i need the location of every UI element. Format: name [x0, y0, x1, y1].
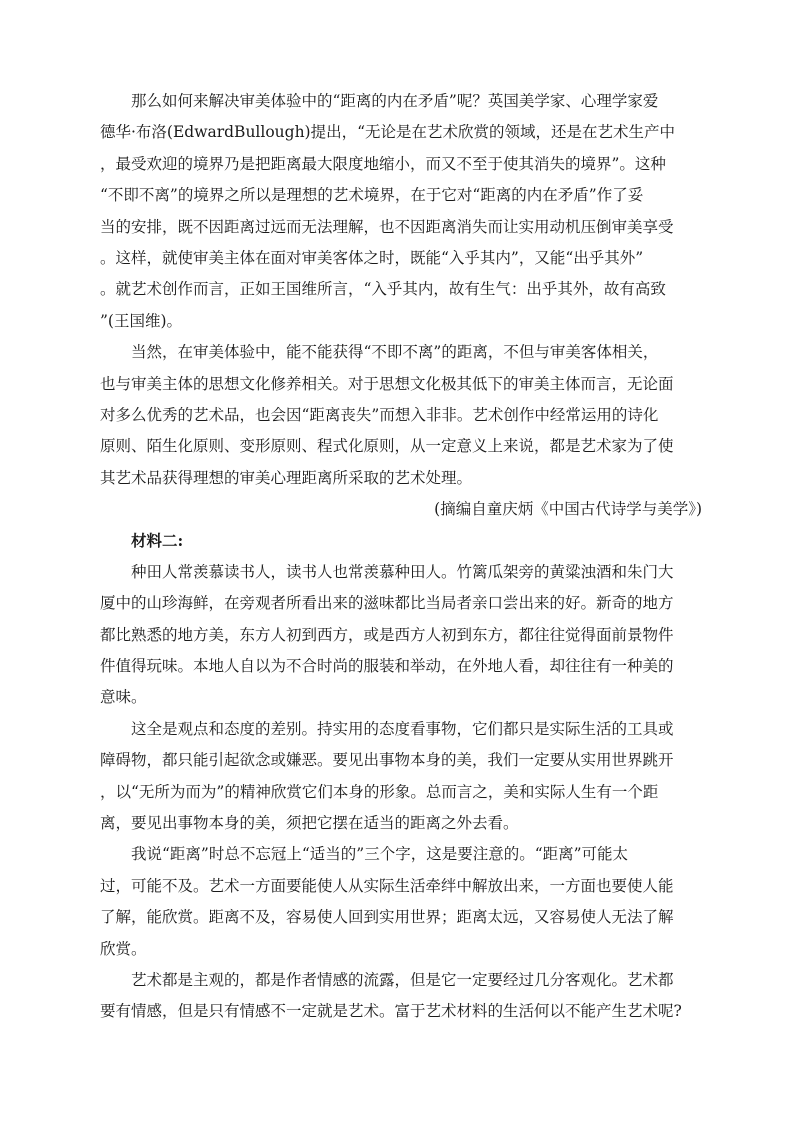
- text-line: 都比熟悉的地方美，东方人初到西方，或是西方人初到东方，都往往觉得面前景物件: [100, 625, 674, 644]
- text-line: 意味。: [100, 688, 147, 707]
- text-line: 厦中的山珍海鲜，在旁观者所看出来的滋味都比当局者亲口尝出来的好。新奇的地方: [100, 594, 674, 613]
- text-line: 德华·布洛(EdwardBullough)提出，“无论是在艺术欣赏的领域，还是在艺术生产中: [100, 123, 676, 142]
- text-line: 种田人常羡慕读书人，读书人也常羡慕种田人。竹篱瓜架旁的黄粱浊酒和朱门大: [131, 562, 674, 581]
- text-line: 件值得玩味。本地人自以为不合时尚的服装和举动，在外地人看，却往往有一种美的: [100, 657, 674, 676]
- text-line: 艺术都是主观的，都是作者情感的流露，但是它一定要经过几分客观化。艺术都: [131, 970, 674, 989]
- document-page: [100, 86, 702, 1028]
- paragraph-2: [100, 337, 702, 494]
- text-line: “不即不离”的境界之所以是理想的艺术境界，在于它对“距离的内在矛盾”作了妥: [100, 186, 644, 205]
- text-line: 。这样，就使审美主体在面对审美客体之时，既能“入乎其内”，又能“出乎其外”: [100, 248, 644, 267]
- text-line: 过，可能不及。艺术一方面要能使人从实际生活牵绊中解放出来，一方面也要使人能: [100, 876, 674, 895]
- paragraph-3: [100, 557, 702, 714]
- text-line: 障碍物，都只能引起欲念或嫌恶。要见出事物本身的美，我们一定要从实用世界跳开: [100, 751, 674, 770]
- paragraph-6: [100, 965, 702, 1028]
- text-line: 离，要见出事物本身的美，须把它摆在适当的距离之外去看。: [100, 813, 519, 832]
- text-line: 也与审美主体的思想文化修养相关。对于思想文化极其低下的审美主体而言，无论面: [100, 374, 674, 393]
- text-line: 了解，能欣赏。距离不及，容易使人回到实用世界；距离太远，又容易使人无法了解: [100, 908, 674, 927]
- text-line: 其艺术品获得理想的审美心理距离所采取的艺术处理。: [100, 468, 473, 487]
- paragraph-1: [100, 86, 702, 337]
- text-line: 当的安排，既不因距离过远而无法理解，也不因距离消失而让实用动机压倒审美享受: [100, 217, 674, 236]
- text-line: 对多么优秀的艺术品，也会因“距离丧失”而想入非非。艺术创作中经常运用的诗化: [100, 405, 659, 424]
- text-line: 原则、陌生化原则、变形原则、程式化原则，从一定意义上来说，都是艺术家为了使: [100, 437, 674, 456]
- section-heading: 材料二:: [131, 531, 184, 551]
- text-line: 要有情感，但是只有情感不一定就是艺术。富于艺术材料的生活何以不能产生艺术呢?: [100, 1002, 682, 1021]
- text-line: 这全是观点和态度的差别。持实用的态度看事物，它们都只是实际生活的工具或: [131, 719, 674, 738]
- text-line: 那么如何来解决审美体验中的“距离的内在矛盾”呢？英国美学家、心理学家爱: [131, 92, 659, 110]
- text-line: ，最受欢迎的境界乃是把距离最大限度地缩小，而又不至于使其消失的境界”。这种: [100, 154, 666, 173]
- paragraph-4: [100, 714, 702, 840]
- text-line: 欣赏。: [100, 939, 147, 958]
- source-citation: (摘编自童庆炳《中国古代诗学与美学》): [434, 500, 702, 519]
- text-line: ”(王国维)。: [100, 311, 183, 330]
- text-line: 。就艺术创作而言，正如王国维所言，“入乎其内，故有生气：出乎其外，故有高致: [100, 280, 666, 299]
- text-line: ，以“无所为而为”的精神欣赏它们本身的形象。总而言之，美和实际人生有一个距: [100, 782, 659, 801]
- text-line: 我说“距离”时总不忘冠上“适当的”三个字，这是要注意的。“距离”可能太: [131, 845, 629, 864]
- paragraph-5: [100, 839, 702, 965]
- text-line: 当然，在审美体验中，能不能获得“不即不离”的距离，不但与审美客体相关，: [131, 343, 659, 362]
